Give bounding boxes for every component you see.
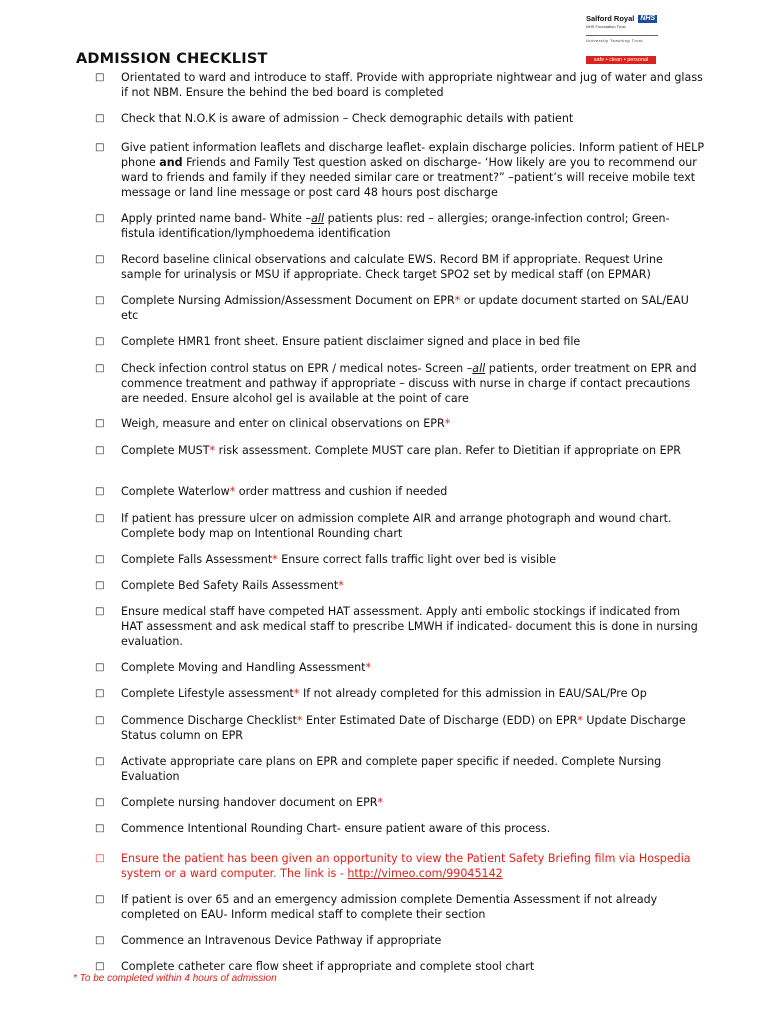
- required-asterisk: *: [365, 661, 372, 674]
- item-text-part: Complete Lifestyle assessment: [121, 687, 294, 700]
- item-text: [121, 754, 705, 784]
- item-text-part: Complete Moving and Handling Assessment: [121, 661, 366, 674]
- checklist-item: [95, 552, 705, 567]
- item-text: [121, 140, 705, 200]
- item-text: [121, 111, 705, 126]
- item-text: [121, 416, 705, 431]
- checkbox[interactable]: □: [95, 445, 105, 456]
- item-text: [121, 933, 705, 948]
- item-text: [121, 713, 705, 743]
- checklist-item: [95, 443, 705, 458]
- item-bold-text: and: [159, 156, 183, 169]
- item-text-part: Complete catheter care flow sheet if appropriate and complete stool chart: [121, 960, 535, 973]
- checkbox[interactable]: □: [95, 894, 105, 905]
- checkbox[interactable]: □: [95, 853, 105, 864]
- item-text-part: risk assessment. Complete MUST care plan. Refer to Dietitian if appropriate on EPR: [215, 444, 681, 457]
- item-text: [121, 851, 705, 881]
- item-text-part: Ensure medical staff have competed HAT assessment. Apply anti embolic stockings if indicated from HAT assessment and ask medical staff to prescribe LMWH if indicated- document this is done in nursing evaluation.: [121, 605, 698, 648]
- checkbox[interactable]: □: [95, 113, 105, 124]
- required-asterisk: *: [296, 714, 303, 727]
- checkbox[interactable]: □: [95, 823, 105, 834]
- logo-divider: [586, 35, 658, 36]
- item-text-part: Enter Estimated Date of Discharge (EDD) on EPR: [302, 714, 578, 727]
- required-asterisk: *: [377, 796, 384, 809]
- checklist-item: [95, 111, 705, 126]
- item-text: [121, 511, 705, 541]
- item-text: [121, 959, 705, 974]
- item-text-part: Give patient information leaflets and discharge leaflet- explain discharge policies. Inform patient of HELP phone: [121, 141, 705, 169]
- item-text-part: Update Discharge Status column on EPR: [121, 714, 686, 742]
- checklist-item: [95, 578, 705, 593]
- item-text: [121, 443, 705, 458]
- item-text: [121, 892, 705, 922]
- checklist-item: [95, 604, 705, 649]
- checkbox[interactable]: □: [95, 580, 105, 591]
- checklist-item: [95, 484, 705, 499]
- required-asterisk: *: [229, 485, 236, 498]
- item-text-part: Complete HMR1 front sheet. Ensure patient disclaimer signed and place in bed file: [121, 335, 581, 348]
- item-text-part: Complete Waterlow: [121, 485, 230, 498]
- required-asterisk: *: [272, 553, 278, 566]
- checklist-item: [95, 252, 705, 282]
- checkbox[interactable]: □: [95, 213, 105, 224]
- checklist-item: [95, 660, 705, 675]
- item-text-part: Complete Nursing Admission/Assessment Document on EPR: [121, 294, 455, 307]
- checkbox[interactable]: □: [95, 688, 105, 699]
- item-text-part: patients, order treatment on EPR and commence treatment and pathway if appropriate – discuss with nurse in charge if contact precautions are needed. Ensure alcohol gel is available at the point of care: [121, 362, 697, 405]
- item-text: [121, 484, 705, 499]
- video-link[interactable]: http://vimeo.com/99045142: [347, 867, 503, 880]
- item-text: [121, 686, 705, 701]
- item-text-part: Commence Intentional Rounding Chart- ensure patient aware of this process.: [121, 822, 551, 835]
- required-asterisk: *: [209, 444, 216, 457]
- required-asterisk: *: [577, 714, 583, 727]
- nhs-badge: NHS: [640, 14, 656, 22]
- item-text-part: Complete Bed Safety Rails Assessment: [121, 579, 339, 592]
- item-text-part: If not already completed for this admission in EAU/SAL/Pre Op: [299, 687, 647, 700]
- item-text-part: Apply printed name band- White –: [121, 212, 312, 225]
- item-text-part: Record baseline clinical observations and calculate EWS. Record BM if appropriate. Request Urine sample for urinalysis or MSU if appropriate. Check target SPO2 set by medical staff (on EPMAR): [121, 253, 663, 281]
- checkbox[interactable]: □: [95, 72, 105, 83]
- checklist-item: [95, 713, 705, 743]
- checkbox[interactable]: □: [95, 961, 105, 972]
- item-text-part: Complete nursing handover document on EPR: [121, 796, 378, 809]
- checkbox[interactable]: □: [95, 486, 105, 497]
- page-title: ADMISSION CHECKLIST: [76, 51, 268, 67]
- checkbox[interactable]: □: [95, 142, 105, 153]
- footnote: * To be completed within 4 hours of admission: [73, 973, 277, 984]
- item-text: [121, 578, 705, 593]
- item-text-part: If patient is over 65 and an emergency admission complete Dementia Assessment if not already completed on EAU- Inform medical staff to complete their section: [121, 893, 658, 921]
- checklist-item: [95, 140, 705, 200]
- checkbox[interactable]: □: [95, 606, 105, 617]
- item-text: [121, 70, 705, 100]
- item-text-part: Weigh, measure and enter on clinical observations on EPR: [121, 417, 445, 430]
- item-text-part: Friends and Family Test question asked on discharge- ‘How likely are you to recommend our ward to friends and family if they needed similar care or treatment?” –patient’s will receive mobile text message or land line message or post card 48 hours post discharge: [121, 156, 697, 199]
- item-text: [121, 361, 705, 406]
- checklist-item: [95, 416, 705, 431]
- checkbox[interactable]: □: [95, 336, 105, 347]
- tagline-banner: safe • clean • personal: [586, 56, 656, 64]
- checklist-item: [95, 334, 705, 349]
- item-text-part: Ensure the patient has been given an opportunity to view the Patient Safety Briefing film via Hospedia system or a ward computer. The link is -: [121, 852, 691, 880]
- checkbox[interactable]: □: [95, 756, 105, 767]
- item-emphasis-text: all: [472, 362, 486, 375]
- checkbox[interactable]: □: [95, 662, 105, 673]
- item-text: [121, 604, 705, 649]
- checklist-item: [95, 754, 705, 784]
- checklist-item: [95, 70, 705, 100]
- checklist-item: [95, 959, 705, 974]
- item-text: [121, 552, 705, 567]
- trust-name: Salford Royal: [586, 14, 635, 23]
- item-emphasis-text: all: [311, 212, 325, 225]
- checklist-item: [95, 686, 705, 701]
- university-label: University Teaching Trust: [586, 38, 644, 43]
- checkbox[interactable]: □: [95, 935, 105, 946]
- item-text: [121, 211, 705, 241]
- item-text: [121, 252, 705, 282]
- item-text-part: If patient has pressure ulcer on admission complete AIR and arrange photograph and wound chart. Complete body map on Intentional Rounding chart: [121, 512, 672, 540]
- item-text: [121, 821, 705, 836]
- checklist-item: [95, 293, 705, 323]
- item-text-part: Complete MUST: [121, 444, 210, 457]
- item-text-part: Commence Discharge Checklist: [121, 714, 297, 727]
- checkbox[interactable]: □: [95, 295, 105, 306]
- item-text-part: Check infection control status on EPR / medical notes- Screen –: [121, 362, 473, 375]
- item-text: [121, 660, 705, 675]
- checkbox[interactable]: □: [95, 554, 105, 565]
- checklist-item: [95, 795, 705, 810]
- checklist-item: [95, 211, 705, 241]
- item-text-part: Commence an Intravenous Device Pathway if appropriate: [121, 934, 442, 947]
- item-text-part: Orientated to ward and introduce to staff. Provide with appropriate nightwear and jug of water and glass if not NBM. Ensure the behind the bed board is completed: [121, 71, 703, 99]
- checklist-item: [95, 851, 705, 881]
- required-asterisk: *: [454, 294, 461, 307]
- item-text-part: Check that N.O.K is aware of admission – Check demographic details with patient: [121, 112, 574, 125]
- required-asterisk: *: [338, 579, 344, 592]
- checklist-item: [95, 511, 705, 541]
- item-text: [121, 293, 705, 323]
- checkbox[interactable]: □: [95, 254, 105, 265]
- item-text-part: Activate appropriate care plans on EPR and complete paper specific if needed. Complete Nursing Evaluation: [121, 755, 662, 783]
- item-text: [121, 334, 705, 349]
- checkbox[interactable]: □: [95, 797, 105, 808]
- checklist-item: [95, 821, 705, 836]
- item-text: [121, 795, 705, 810]
- item-text-part: patients plus: red – allergies; orange-infection control; Green- fistula identification/lymphoedema identification: [121, 212, 670, 240]
- item-text-part: or update document started on SAL/EAU etc: [121, 294, 689, 322]
- checklist-item: [95, 361, 705, 406]
- required-asterisk: *: [444, 417, 451, 430]
- checklist-item: [95, 933, 705, 948]
- checkbox[interactable]: □: [95, 513, 105, 524]
- checkbox[interactable]: □: [95, 418, 105, 429]
- item-text-part: Ensure correct falls traffic light over bed is visible: [277, 553, 557, 566]
- item-text-part: order mattress and cushion if needed: [235, 485, 448, 498]
- trust-logo: [586, 14, 658, 43]
- checkbox[interactable]: □: [95, 363, 105, 374]
- item-text-part: Complete Falls Assessment: [121, 553, 273, 566]
- checklist-item: [95, 892, 705, 922]
- required-asterisk: *: [293, 687, 300, 700]
- trust-subtitle: NHS Foundation Trust: [586, 24, 626, 29]
- checkbox[interactable]: □: [95, 715, 105, 726]
